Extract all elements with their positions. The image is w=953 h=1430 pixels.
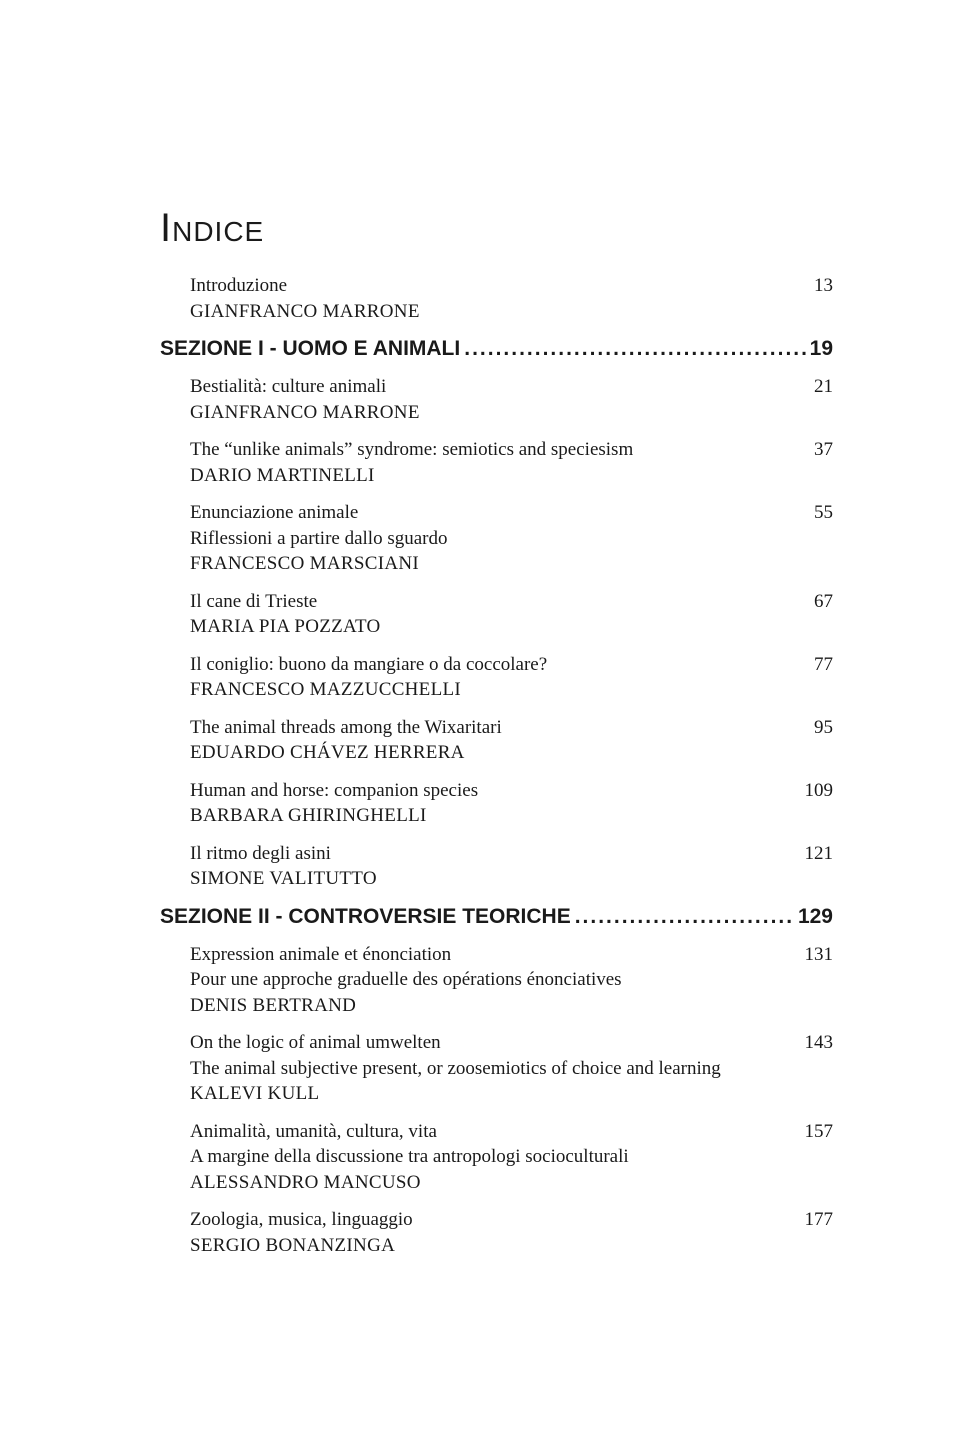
entry-subtitle: The animal subjective present, or zoosemiotics of choice and learning [190, 1057, 721, 1079]
entry-title: The animal threads among the Wixaritari [190, 716, 502, 738]
toc-entry[interactable] [160, 1030, 833, 1107]
entry-page-number: 95 [814, 716, 833, 738]
toc-entry[interactable] [160, 437, 833, 488]
entry-author: SERGIO BONANZINGA [190, 1234, 396, 1256]
entry-title: The “unlike animals” syndrome: semiotics and speciesism [190, 439, 634, 460]
entry-author: BARBARA GHIRINGHELLI [190, 805, 427, 826]
toc-entry[interactable] [160, 374, 833, 425]
entry-author: DARIO MARTINELLI [190, 464, 375, 486]
entry-author: MARIA PIA POZZATO [190, 616, 381, 637]
toc-entry[interactable] [160, 500, 833, 577]
entry-title: Il cane di Trieste [190, 590, 318, 612]
entry-page-number: 67 [814, 590, 833, 612]
entry-page-number: 37 [814, 439, 833, 460]
entry-subtitle: Riflessioni a partire dallo sguardo [190, 527, 448, 549]
entry-page-number: 177 [804, 1209, 833, 1230]
entry-title: Human and horse: companion species [190, 779, 479, 801]
entry-author: GIANFRANCO MARRONE [190, 401, 420, 423]
entry-title: On the logic of animal umwelten [190, 1032, 441, 1053]
entry-page-number: 13 [814, 275, 833, 296]
entry-author: GIANFRANCO MARRONE [190, 300, 420, 322]
entry-title: Il coniglio: buono da mangiare o da coccolare? [190, 653, 548, 675]
toc-entry[interactable] [160, 589, 833, 640]
entry-author: FRANCESCO MAZZUCCHELLI [190, 679, 462, 700]
entry-title: Il ritmo degli asini [190, 842, 331, 864]
entry-page-number: 131 [804, 943, 833, 965]
toc-entry[interactable] [160, 942, 833, 1019]
entry-title: Bestialità: culture animali [190, 376, 387, 397]
entry-subtitle: Pour une approche graduelle des opérations énonciatives [190, 969, 622, 990]
entry-title: Expression animale et énonciation [190, 943, 452, 965]
toc-entry[interactable] [160, 715, 833, 766]
section-page-number: 129 [797, 904, 833, 928]
table-of-contents [160, 203, 833, 1270]
entry-title: Enunciazione animale [190, 502, 359, 523]
entry-author: ALESSANDRO MANCUSO [190, 1171, 421, 1193]
dot-leader [575, 904, 794, 930]
page-title: Indice [160, 206, 265, 250]
entry-page-number: 109 [804, 779, 833, 801]
entry-author: SIMONE VALITUTTO [190, 868, 377, 889]
entry-title: Introduzione [190, 275, 288, 296]
entry-title: Zoologia, musica, linguaggio [190, 1209, 413, 1230]
entry-author: EDUARDO CHÁVEZ HERRERA [190, 742, 465, 763]
entry-author: FRANCESCO MARSCIANI [190, 553, 419, 574]
section-label: SEZIONE II - CONTROVERSIE TEORICHE [160, 904, 571, 928]
entry-author: DENIS BERTRAND [190, 994, 357, 1016]
entry-title: Animalità, umanità, cultura, vita [190, 1120, 437, 1142]
section-page-number: 19 [809, 337, 833, 360]
entry-page-number: 77 [814, 653, 833, 675]
toc-entry[interactable] [160, 1119, 833, 1196]
dot-leader [464, 336, 805, 362]
entry-page-number: 143 [804, 1032, 833, 1053]
entry-page-number: 157 [804, 1120, 833, 1142]
section-label: SEZIONE I - UOMO E ANIMALI [160, 337, 461, 360]
entry-author: KALEVI KULL [190, 1083, 320, 1104]
entry-page-number: 121 [804, 842, 833, 864]
toc-entry[interactable] [160, 841, 833, 892]
toc-list [160, 273, 833, 1258]
toc-entry[interactable] [160, 1207, 833, 1258]
entry-page-number: 21 [814, 376, 833, 397]
entry-page-number: 55 [814, 502, 833, 523]
toc-entry[interactable] [160, 778, 833, 829]
section-heading[interactable] [160, 336, 833, 362]
toc-entry[interactable] [160, 273, 833, 324]
entry-subtitle: A margine della discussione tra antropologi socioculturali [190, 1146, 629, 1167]
section-heading[interactable] [160, 904, 833, 930]
toc-entry[interactable] [160, 652, 833, 703]
